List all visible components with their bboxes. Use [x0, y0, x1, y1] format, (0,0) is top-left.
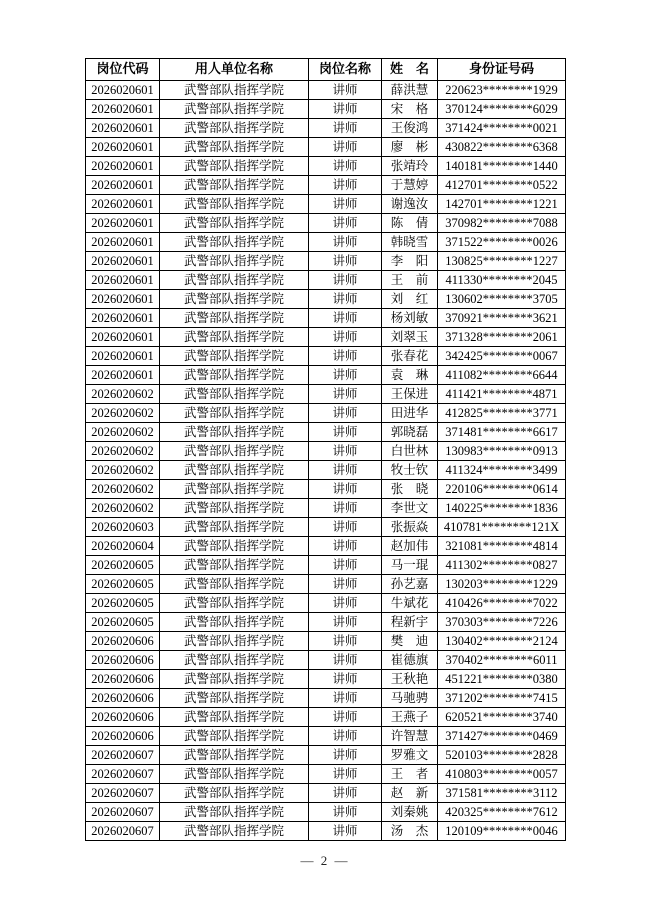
table-row	[86, 518, 566, 537]
employer-name-cell: 武警部队指挥学院	[160, 803, 309, 822]
id-number-cell: 371424********0021	[438, 119, 566, 138]
position-title-cell: 讲师	[309, 784, 382, 803]
name-cell: 宋 格	[382, 100, 438, 119]
id-number-cell: 130983********0913	[438, 442, 566, 461]
id-number-cell: 371202********7415	[438, 689, 566, 708]
position-title-cell: 讲师	[309, 290, 382, 309]
position-code-cell: 2026020602	[86, 385, 160, 404]
employer-name-cell: 武警部队指挥学院	[160, 442, 309, 461]
name-cell: 白世林	[382, 442, 438, 461]
table-row	[86, 252, 566, 271]
id-number-cell: 220106********0614	[438, 480, 566, 499]
id-number-cell: 411330********2045	[438, 271, 566, 290]
position-code-cell: 2026020601	[86, 157, 160, 176]
position-code-cell: 2026020601	[86, 176, 160, 195]
position-code-cell: 2026020605	[86, 613, 160, 632]
employer-name-cell: 武警部队指挥学院	[160, 461, 309, 480]
position-code-cell: 2026020606	[86, 727, 160, 746]
name-cell: 崔德旗	[382, 651, 438, 670]
id-number-cell: 140181********1440	[438, 157, 566, 176]
position-code-cell: 2026020602	[86, 404, 160, 423]
employer-name-cell: 武警部队指挥学院	[160, 195, 309, 214]
name-cell: 谢逸汝	[382, 195, 438, 214]
position-title-cell: 讲师	[309, 746, 382, 765]
name-cell: 袁 琳	[382, 366, 438, 385]
position-code-cell: 2026020607	[86, 822, 160, 841]
position-title-cell: 讲师	[309, 195, 382, 214]
position-title-cell: 讲师	[309, 119, 382, 138]
id-number-cell: 371328********2061	[438, 328, 566, 347]
employer-name-cell: 武警部队指挥学院	[160, 271, 309, 290]
position-code-cell: 2026020606	[86, 651, 160, 670]
employer-name-cell: 武警部队指挥学院	[160, 746, 309, 765]
employer-name-cell: 武警部队指挥学院	[160, 328, 309, 347]
table-row	[86, 347, 566, 366]
page-number: — 2 —	[300, 853, 350, 868]
position-code-cell: 2026020602	[86, 461, 160, 480]
table-row	[86, 423, 566, 442]
position-title-cell: 讲师	[309, 499, 382, 518]
position-code-cell: 2026020601	[86, 347, 160, 366]
position-title-cell: 讲师	[309, 537, 382, 556]
position-title-cell: 讲师	[309, 803, 382, 822]
table-row	[86, 746, 566, 765]
id-number-cell: 410426********7022	[438, 594, 566, 613]
table-row	[86, 461, 566, 480]
name-cell: 刘秦姚	[382, 803, 438, 822]
name-cell: 牛斌花	[382, 594, 438, 613]
employer-name-cell: 武警部队指挥学院	[160, 822, 309, 841]
table-row	[86, 233, 566, 252]
employer-name-cell: 武警部队指挥学院	[160, 537, 309, 556]
name-cell: 许智慧	[382, 727, 438, 746]
employer-name-cell: 武警部队指挥学院	[160, 765, 309, 784]
position-code-cell: 2026020601	[86, 309, 160, 328]
id-number-cell: 140225********1836	[438, 499, 566, 518]
position-code-cell: 2026020601	[86, 100, 160, 119]
position-title-cell: 讲师	[309, 176, 382, 195]
id-number-cell: 370402********6011	[438, 651, 566, 670]
position-title-cell: 讲师	[309, 518, 382, 537]
employer-name-cell: 武警部队指挥学院	[160, 423, 309, 442]
table-header-row	[86, 59, 566, 81]
name-cell: 孙艺嘉	[382, 575, 438, 594]
position-code-cell: 2026020602	[86, 499, 160, 518]
name-cell: 王 前	[382, 271, 438, 290]
position-code-cell: 2026020602	[86, 442, 160, 461]
employer-name-cell: 武警部队指挥学院	[160, 290, 309, 309]
employer-name-cell: 武警部队指挥学院	[160, 632, 309, 651]
table-row	[86, 689, 566, 708]
id-number-cell: 411302********0827	[438, 556, 566, 575]
table-body	[86, 81, 566, 841]
name-cell: 杨刘敏	[382, 309, 438, 328]
table-row	[86, 727, 566, 746]
name-cell: 樊 迪	[382, 632, 438, 651]
employer-name-cell: 武警部队指挥学院	[160, 670, 309, 689]
id-number-cell: 370921********3621	[438, 309, 566, 328]
id-number-cell: 142701********1221	[438, 195, 566, 214]
position-code-cell: 2026020607	[86, 784, 160, 803]
header-employer-name: 用人单位名称	[160, 59, 309, 81]
table-row	[86, 100, 566, 119]
position-code-cell: 2026020601	[86, 214, 160, 233]
name-cell: 廖 彬	[382, 138, 438, 157]
table-row	[86, 271, 566, 290]
id-number-cell: 411082********6644	[438, 366, 566, 385]
id-number-cell: 451221********0380	[438, 670, 566, 689]
name-cell: 刘 红	[382, 290, 438, 309]
id-number-cell: 411324********3499	[438, 461, 566, 480]
name-cell: 程新宇	[382, 613, 438, 632]
employer-name-cell: 武警部队指挥学院	[160, 575, 309, 594]
id-number-cell: 130402********2124	[438, 632, 566, 651]
position-code-cell: 2026020601	[86, 138, 160, 157]
position-code-cell: 2026020606	[86, 708, 160, 727]
position-code-cell: 2026020601	[86, 290, 160, 309]
table-row	[86, 119, 566, 138]
name-cell: 马驰骋	[382, 689, 438, 708]
id-number-cell: 120109********0046	[438, 822, 566, 841]
name-cell: 田进华	[382, 404, 438, 423]
position-title-cell: 讲师	[309, 214, 382, 233]
employer-name-cell: 武警部队指挥学院	[160, 119, 309, 138]
name-cell: 李 阳	[382, 252, 438, 271]
table-row	[86, 651, 566, 670]
id-number-cell: 342425********0067	[438, 347, 566, 366]
header-position-code: 岗位代码	[86, 59, 160, 81]
id-number-cell: 370124********6029	[438, 100, 566, 119]
employer-name-cell: 武警部队指挥学院	[160, 594, 309, 613]
employer-name-cell: 武警部队指挥学院	[160, 613, 309, 632]
position-code-cell: 2026020607	[86, 803, 160, 822]
position-title-cell: 讲师	[309, 822, 382, 841]
id-number-cell: 220623********1929	[438, 81, 566, 100]
table-row	[86, 670, 566, 689]
employer-name-cell: 武警部队指挥学院	[160, 214, 309, 233]
position-title-cell: 讲师	[309, 347, 382, 366]
position-title-cell: 讲师	[309, 689, 382, 708]
id-number-cell: 412701********0522	[438, 176, 566, 195]
position-title-cell: 讲师	[309, 765, 382, 784]
name-cell: 张振焱	[382, 518, 438, 537]
table-row	[86, 537, 566, 556]
name-cell: 赵加伟	[382, 537, 438, 556]
employer-name-cell: 武警部队指挥学院	[160, 347, 309, 366]
name-cell: 韩晓雪	[382, 233, 438, 252]
position-code-cell: 2026020601	[86, 81, 160, 100]
position-title-cell: 讲师	[309, 385, 382, 404]
position-code-cell: 2026020607	[86, 746, 160, 765]
name-cell: 于慧婷	[382, 176, 438, 195]
position-title-cell: 讲师	[309, 556, 382, 575]
position-title-cell: 讲师	[309, 138, 382, 157]
name-cell: 王秋艳	[382, 670, 438, 689]
employer-name-cell: 武警部队指挥学院	[160, 138, 309, 157]
position-title-cell: 讲师	[309, 575, 382, 594]
position-title-cell: 讲师	[309, 461, 382, 480]
table-row	[86, 404, 566, 423]
position-title-cell: 讲师	[309, 708, 382, 727]
name-cell: 薛洪慧	[382, 81, 438, 100]
id-number-cell: 371427********0469	[438, 727, 566, 746]
position-title-cell: 讲师	[309, 252, 382, 271]
id-number-cell: 130602********3705	[438, 290, 566, 309]
position-title-cell: 讲师	[309, 423, 382, 442]
id-number-cell: 412825********3771	[438, 404, 566, 423]
position-title-cell: 讲师	[309, 366, 382, 385]
table-row	[86, 138, 566, 157]
header-name: 姓 名	[382, 59, 438, 81]
id-number-cell: 371481********6617	[438, 423, 566, 442]
id-number-cell: 130825********1227	[438, 252, 566, 271]
id-number-cell: 370303********7226	[438, 613, 566, 632]
name-cell: 陈 倩	[382, 214, 438, 233]
employer-name-cell: 武警部队指挥学院	[160, 651, 309, 670]
position-code-cell: 2026020606	[86, 632, 160, 651]
position-code-cell: 2026020603	[86, 518, 160, 537]
position-title-cell: 讲师	[309, 670, 382, 689]
position-code-cell: 2026020601	[86, 195, 160, 214]
position-title-cell: 讲师	[309, 233, 382, 252]
name-cell: 牧士钦	[382, 461, 438, 480]
id-number-cell: 130203********1229	[438, 575, 566, 594]
name-cell: 郭晓磊	[382, 423, 438, 442]
position-title-cell: 讲师	[309, 100, 382, 119]
employer-name-cell: 武警部队指挥学院	[160, 518, 309, 537]
header-id-number: 身份证号码	[438, 59, 566, 81]
position-code-cell: 2026020602	[86, 480, 160, 499]
position-code-cell: 2026020602	[86, 423, 160, 442]
position-code-cell: 2026020605	[86, 594, 160, 613]
table-row	[86, 81, 566, 100]
table-row	[86, 328, 566, 347]
name-cell: 李世文	[382, 499, 438, 518]
employer-name-cell: 武警部队指挥学院	[160, 784, 309, 803]
table-row	[86, 176, 566, 195]
name-cell: 王 者	[382, 765, 438, 784]
position-title-cell: 讲师	[309, 632, 382, 651]
position-title-cell: 讲师	[309, 328, 382, 347]
name-cell: 张靖玲	[382, 157, 438, 176]
name-cell: 王俊鸿	[382, 119, 438, 138]
table-row	[86, 575, 566, 594]
position-code-cell: 2026020601	[86, 328, 160, 347]
id-number-cell: 410803********0057	[438, 765, 566, 784]
employer-name-cell: 武警部队指挥学院	[160, 385, 309, 404]
id-number-cell: 371522********0026	[438, 233, 566, 252]
position-title-cell: 讲师	[309, 271, 382, 290]
employer-name-cell: 武警部队指挥学院	[160, 176, 309, 195]
employer-name-cell: 武警部队指挥学院	[160, 252, 309, 271]
position-code-cell: 2026020606	[86, 689, 160, 708]
position-code-cell: 2026020604	[86, 537, 160, 556]
position-code-cell: 2026020607	[86, 765, 160, 784]
name-cell: 罗雅文	[382, 746, 438, 765]
name-cell: 张春花	[382, 347, 438, 366]
table-row	[86, 480, 566, 499]
employer-name-cell: 武警部队指挥学院	[160, 366, 309, 385]
table-row	[86, 784, 566, 803]
employer-name-cell: 武警部队指挥学院	[160, 309, 309, 328]
table-row	[86, 366, 566, 385]
table-row	[86, 385, 566, 404]
name-cell: 赵 新	[382, 784, 438, 803]
position-code-cell: 2026020605	[86, 556, 160, 575]
table-row	[86, 442, 566, 461]
applicants-table	[85, 58, 566, 841]
name-cell: 刘翠玉	[382, 328, 438, 347]
position-title-cell: 讲师	[309, 594, 382, 613]
employer-name-cell: 武警部队指挥学院	[160, 157, 309, 176]
position-code-cell: 2026020601	[86, 233, 160, 252]
table-row	[86, 822, 566, 841]
header-position-title: 岗位名称	[309, 59, 382, 81]
employer-name-cell: 武警部队指挥学院	[160, 708, 309, 727]
position-title-cell: 讲师	[309, 480, 382, 499]
table-row	[86, 708, 566, 727]
table-row	[86, 632, 566, 651]
table-row	[86, 195, 566, 214]
table-row	[86, 556, 566, 575]
employer-name-cell: 武警部队指挥学院	[160, 556, 309, 575]
table-row	[86, 594, 566, 613]
position-code-cell: 2026020601	[86, 271, 160, 290]
position-title-cell: 讲师	[309, 309, 382, 328]
name-cell: 汤 杰	[382, 822, 438, 841]
position-title-cell: 讲师	[309, 157, 382, 176]
position-code-cell: 2026020606	[86, 670, 160, 689]
id-number-cell: 410781********121X	[438, 518, 566, 537]
id-number-cell: 411421********4871	[438, 385, 566, 404]
id-number-cell: 420325********7612	[438, 803, 566, 822]
position-code-cell: 2026020605	[86, 575, 160, 594]
position-title-cell: 讲师	[309, 613, 382, 632]
employer-name-cell: 武警部队指挥学院	[160, 233, 309, 252]
employer-name-cell: 武警部队指挥学院	[160, 480, 309, 499]
position-title-cell: 讲师	[309, 442, 382, 461]
position-title-cell: 讲师	[309, 81, 382, 100]
position-title-cell: 讲师	[309, 727, 382, 746]
table-row	[86, 214, 566, 233]
position-title-cell: 讲师	[309, 404, 382, 423]
table-row	[86, 290, 566, 309]
table-row	[86, 157, 566, 176]
table-row	[86, 765, 566, 784]
name-cell: 王燕子	[382, 708, 438, 727]
table-row	[86, 613, 566, 632]
employer-name-cell: 武警部队指挥学院	[160, 689, 309, 708]
name-cell: 马一琨	[382, 556, 438, 575]
id-number-cell: 321081********4814	[438, 537, 566, 556]
employer-name-cell: 武警部队指挥学院	[160, 727, 309, 746]
id-number-cell: 430822********6368	[438, 138, 566, 157]
id-number-cell: 371581********3112	[438, 784, 566, 803]
employer-name-cell: 武警部队指挥学院	[160, 81, 309, 100]
position-title-cell: 讲师	[309, 651, 382, 670]
position-code-cell: 2026020601	[86, 252, 160, 271]
employer-name-cell: 武警部队指挥学院	[160, 100, 309, 119]
employer-name-cell: 武警部队指挥学院	[160, 499, 309, 518]
id-number-cell: 520103********2828	[438, 746, 566, 765]
name-cell: 王保进	[382, 385, 438, 404]
employer-name-cell: 武警部队指挥学院	[160, 404, 309, 423]
id-number-cell: 370982********7088	[438, 214, 566, 233]
table-row	[86, 309, 566, 328]
position-code-cell: 2026020601	[86, 366, 160, 385]
id-number-cell: 620521********3740	[438, 708, 566, 727]
table-row	[86, 803, 566, 822]
table-row	[86, 499, 566, 518]
name-cell: 张 晓	[382, 480, 438, 499]
position-code-cell: 2026020601	[86, 119, 160, 138]
